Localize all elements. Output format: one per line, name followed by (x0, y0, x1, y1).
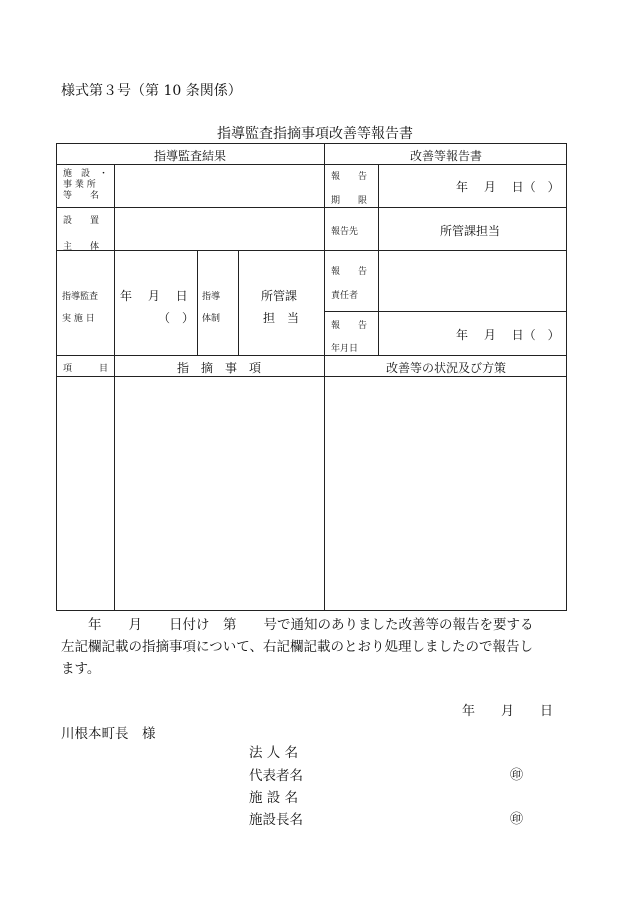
facility-name-signature-label: 施 設 名 (249, 790, 299, 806)
item-column-header: 項 目 (63, 364, 109, 374)
audit-date-value[interactable]: 年 月 日 （ ） (120, 289, 195, 325)
report-deadline-value[interactable]: 年 月 日（ ） (456, 180, 560, 194)
facility-director-name-label: 施設長名 (249, 812, 303, 828)
responsible-person-label: 報 告 責任者 (331, 267, 368, 301)
statement-line: 左記欄記載の指摘事項について、右記欄記載のとおり処理しましたので報告し (61, 639, 533, 655)
report-deadline-label: 報 告 期 限 (331, 172, 368, 206)
report-to-value: 所管課担当 (440, 224, 501, 238)
director-seal-mark: ㊞ (510, 812, 524, 827)
guidance-system-label: 指導 体制 (202, 292, 221, 324)
addressee: 川根本町長 様 (61, 726, 156, 742)
guidance-system-value: 所管課 担 当 (261, 289, 300, 325)
report-table (56, 143, 567, 611)
statement-line: ます。 (61, 661, 101, 677)
report-to-label: 報告先 (331, 227, 359, 237)
audit-date-label: 指導監査 実 施 日 (62, 292, 99, 324)
table-grid (56, 143, 567, 611)
form-number: 様式第３号（第 10 条関係） (61, 83, 242, 99)
improvement-report-header: 改善等報告書 (409, 149, 482, 163)
findings-column-header: 指 摘 事 項 (176, 361, 261, 375)
submission-date[interactable]: 年 月 日 (462, 704, 554, 719)
establishment-entity-label: 設 置 主 体 (63, 216, 100, 252)
corporation-name-label: 法 人 名 (249, 745, 299, 761)
status-measures-column-header: 改善等の状況及び方策 (385, 361, 506, 375)
audit-results-header: 指導監査結果 (153, 149, 226, 163)
report-date-label: 報 告 年月日 (331, 321, 368, 354)
report-statement (61, 614, 567, 680)
report-date-value[interactable]: 年 月 日（ ） (456, 328, 560, 342)
facility-name-label: 施 設 ・ 事 業 所 等 名 (63, 169, 109, 201)
representative-seal-mark: ㊞ (510, 768, 524, 783)
document-title: 指導監査指摘事項改善等報告書 (217, 126, 413, 142)
representative-name-label: 代表者名 (249, 768, 303, 784)
statement-line: 年 月 日付け 第 号で通知のありました改善等の報告を要する (61, 617, 534, 633)
